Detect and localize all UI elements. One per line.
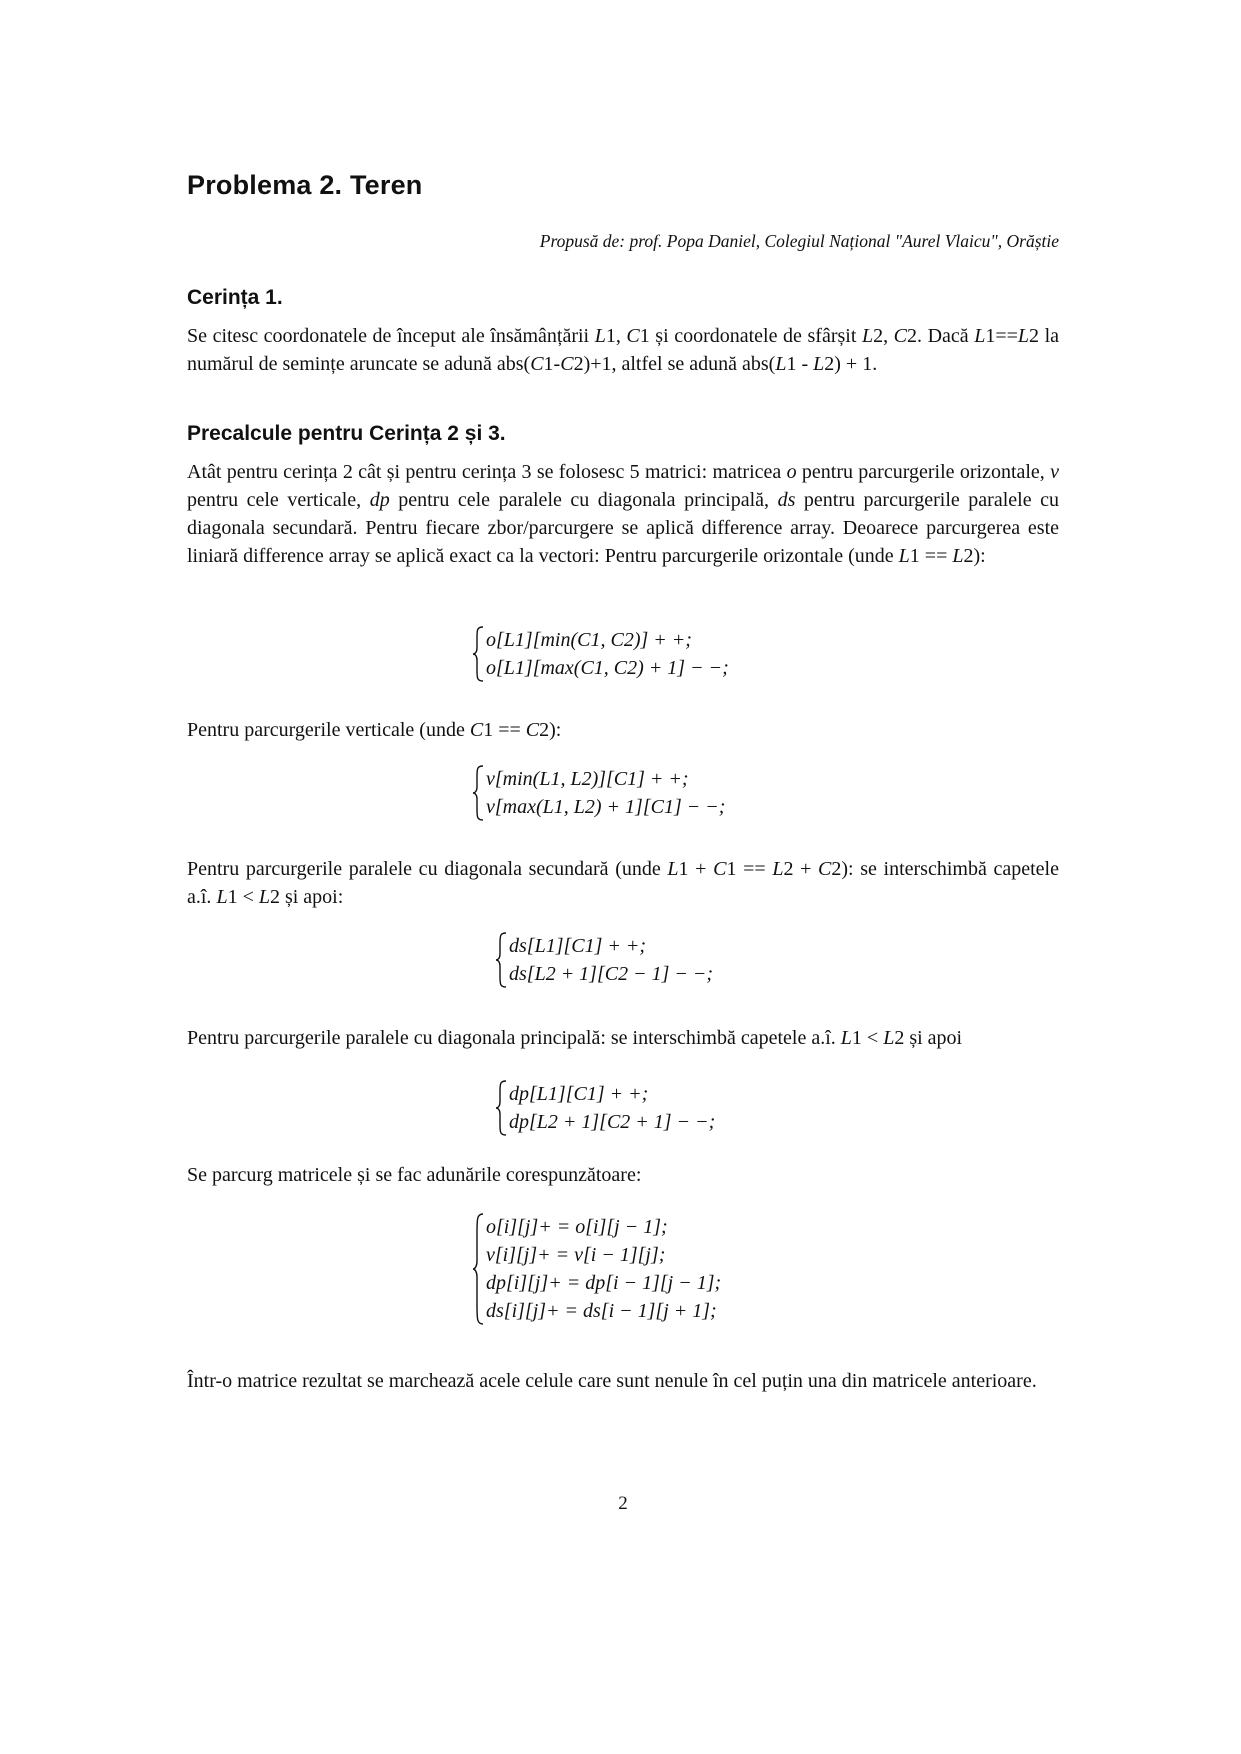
left-brace-icon xyxy=(472,765,484,821)
left-brace-icon xyxy=(472,626,484,682)
text: 2 + xyxy=(783,858,819,880)
math-var: v xyxy=(1050,461,1060,483)
text: pentru parcurgerile paralele cu diagonala secundară. Pentru fiecare zbor/parcurgere se aplică difference array. Deoarece parcurgerea este liniară difference array se aplică exact ca la vectori: Pentru parcurgerile orizontale (unde xyxy=(187,489,1059,567)
left-brace-icon xyxy=(495,1080,507,1136)
math-var: L xyxy=(216,886,228,908)
secondary-diagonal-paragraph xyxy=(187,855,1059,911)
formula-line: ds[L2 + 1][C2 − 1] − −; xyxy=(509,963,714,985)
formula-line: o[L1][max(C1, C2) + 1] − −; xyxy=(486,657,729,679)
page-title: Problema 2. Teren xyxy=(187,170,423,200)
math-var: C xyxy=(818,858,832,880)
text: 2 la numărul de semințe aruncate se adună abs( xyxy=(187,325,1060,375)
text: pentru cele verticale, xyxy=(187,489,370,511)
text: 1 < xyxy=(851,1027,884,1049)
math-var: C xyxy=(525,719,540,741)
math-var: L xyxy=(594,325,606,347)
math-var: L xyxy=(861,325,874,347)
math-var: L xyxy=(974,325,986,347)
math-var: L xyxy=(1017,325,1030,347)
formula-line: ds[i][j]+ = ds[i − 1][j + 1]; xyxy=(486,1300,717,1322)
text: Se citesc coordonatele de început ale însămânțării xyxy=(187,325,595,347)
text: 2 și apoi xyxy=(894,1027,963,1049)
text: 1 == xyxy=(483,719,526,741)
text: Pentru parcurgerile paralele cu diagonala secundară (unde xyxy=(187,858,668,880)
text: 2. Dacă xyxy=(907,325,975,347)
text: 1, xyxy=(605,325,627,347)
math-var: L xyxy=(775,353,787,375)
formula-principal-diagonal xyxy=(495,1080,715,1136)
math-var: dp xyxy=(369,489,390,511)
section-heading-cerinta-1: Cerința 1. xyxy=(187,286,283,309)
math-var: L xyxy=(258,886,270,908)
formula-line: o[i][j]+ = o[i][j − 1]; xyxy=(486,1216,668,1238)
conclusion-paragraph: Într-o matrice rezultat se marchează acele celule care sunt nenule în cel puțin una din matricele anterioare. xyxy=(187,1370,1037,1392)
math-var: C xyxy=(530,353,544,375)
text: Atât pentru cerința 2 cât și pentru cerința 3 se folosesc 5 matrici: matricea xyxy=(187,461,787,483)
text: 2, xyxy=(873,325,894,347)
text: 1== xyxy=(985,325,1018,347)
formula-line: dp[i][j]+ = dp[i − 1][j − 1]; xyxy=(486,1272,722,1294)
author-line: Propusă de: prof. Popa Daniel, Colegiul Național "Aurel Vlaicu", Orăștie xyxy=(539,231,1059,251)
math-var: L xyxy=(772,858,784,880)
text: 2): xyxy=(963,545,986,567)
accumulate-paragraph: Se parcurg matricele și se fac adunările corespunzătoare: xyxy=(187,1164,642,1186)
formula-vertical xyxy=(472,765,725,821)
math-var: L xyxy=(813,353,825,375)
principal-diagonal-paragraph xyxy=(187,1024,1059,1052)
math-var: L xyxy=(840,1027,852,1049)
text: Pentru parcurgerile paralele cu diagonala principală: se interschimbă capetele a.î. xyxy=(187,1027,841,1049)
text: 2)+1, altfel se adună abs( xyxy=(573,353,776,375)
formula-line: v[max(L1, L2) + 1][C1] − −; xyxy=(486,796,726,818)
formula-secondary-diagonal xyxy=(495,932,713,988)
text: 1 == xyxy=(909,545,953,567)
formula-line: v[min(L1, L2)][C1] + +; xyxy=(486,768,689,790)
formula-line: dp[L1][C1] + +; xyxy=(509,1083,649,1105)
precalcule-intro-paragraph xyxy=(187,458,1059,570)
math-var: L xyxy=(883,1027,895,1049)
text: 2) + 1. xyxy=(824,353,878,375)
left-brace-icon xyxy=(472,1213,484,1325)
math-var: C xyxy=(626,325,640,347)
formula-line: o[L1][min(C1, C2)] + +; xyxy=(486,629,692,651)
text: 1 == xyxy=(726,858,773,880)
left-brace-icon xyxy=(495,932,507,988)
page-number: 2 xyxy=(618,1493,628,1514)
formula-horizontal xyxy=(472,626,729,682)
text: 1 și coordonatele de sfârșit xyxy=(639,325,862,347)
text: 2): se interschimbă capetele a.î. xyxy=(187,858,1059,908)
text: 1- xyxy=(543,353,561,375)
formula-line: dp[L2 + 1][C2 + 1] − −; xyxy=(509,1111,716,1133)
math-var: o xyxy=(786,461,797,483)
text: 1 - xyxy=(786,353,814,375)
math-var: C xyxy=(893,325,907,347)
formula-line: ds[L1][C1] + +; xyxy=(509,935,647,957)
cerinta-1-paragraph xyxy=(187,322,1059,378)
math-var: C xyxy=(713,858,727,880)
text: 1 < xyxy=(227,886,259,908)
section-heading-precalcule: Precalcule pentru Cerința 2 și 3. xyxy=(187,422,506,445)
text: 1 + xyxy=(678,858,714,880)
text: Pentru parcurgerile verticale (unde xyxy=(187,719,470,741)
text: 2 și apoi: xyxy=(269,886,344,908)
vertical-paragraph xyxy=(187,716,1059,744)
formula-line: v[i][j]+ = v[i − 1][j]; xyxy=(486,1244,666,1266)
math-var: L xyxy=(952,545,964,567)
math-var: ds xyxy=(777,489,796,511)
text: pentru cele paralele cu diagonala principală, xyxy=(389,489,778,511)
formula-accumulate xyxy=(472,1213,721,1325)
text: pentru parcurgerile orizontale, xyxy=(796,461,1051,483)
math-var: L xyxy=(667,858,679,880)
math-var: L xyxy=(898,545,910,567)
math-var: C xyxy=(469,719,484,741)
math-var: C xyxy=(560,353,574,375)
text: 2): xyxy=(539,719,562,741)
